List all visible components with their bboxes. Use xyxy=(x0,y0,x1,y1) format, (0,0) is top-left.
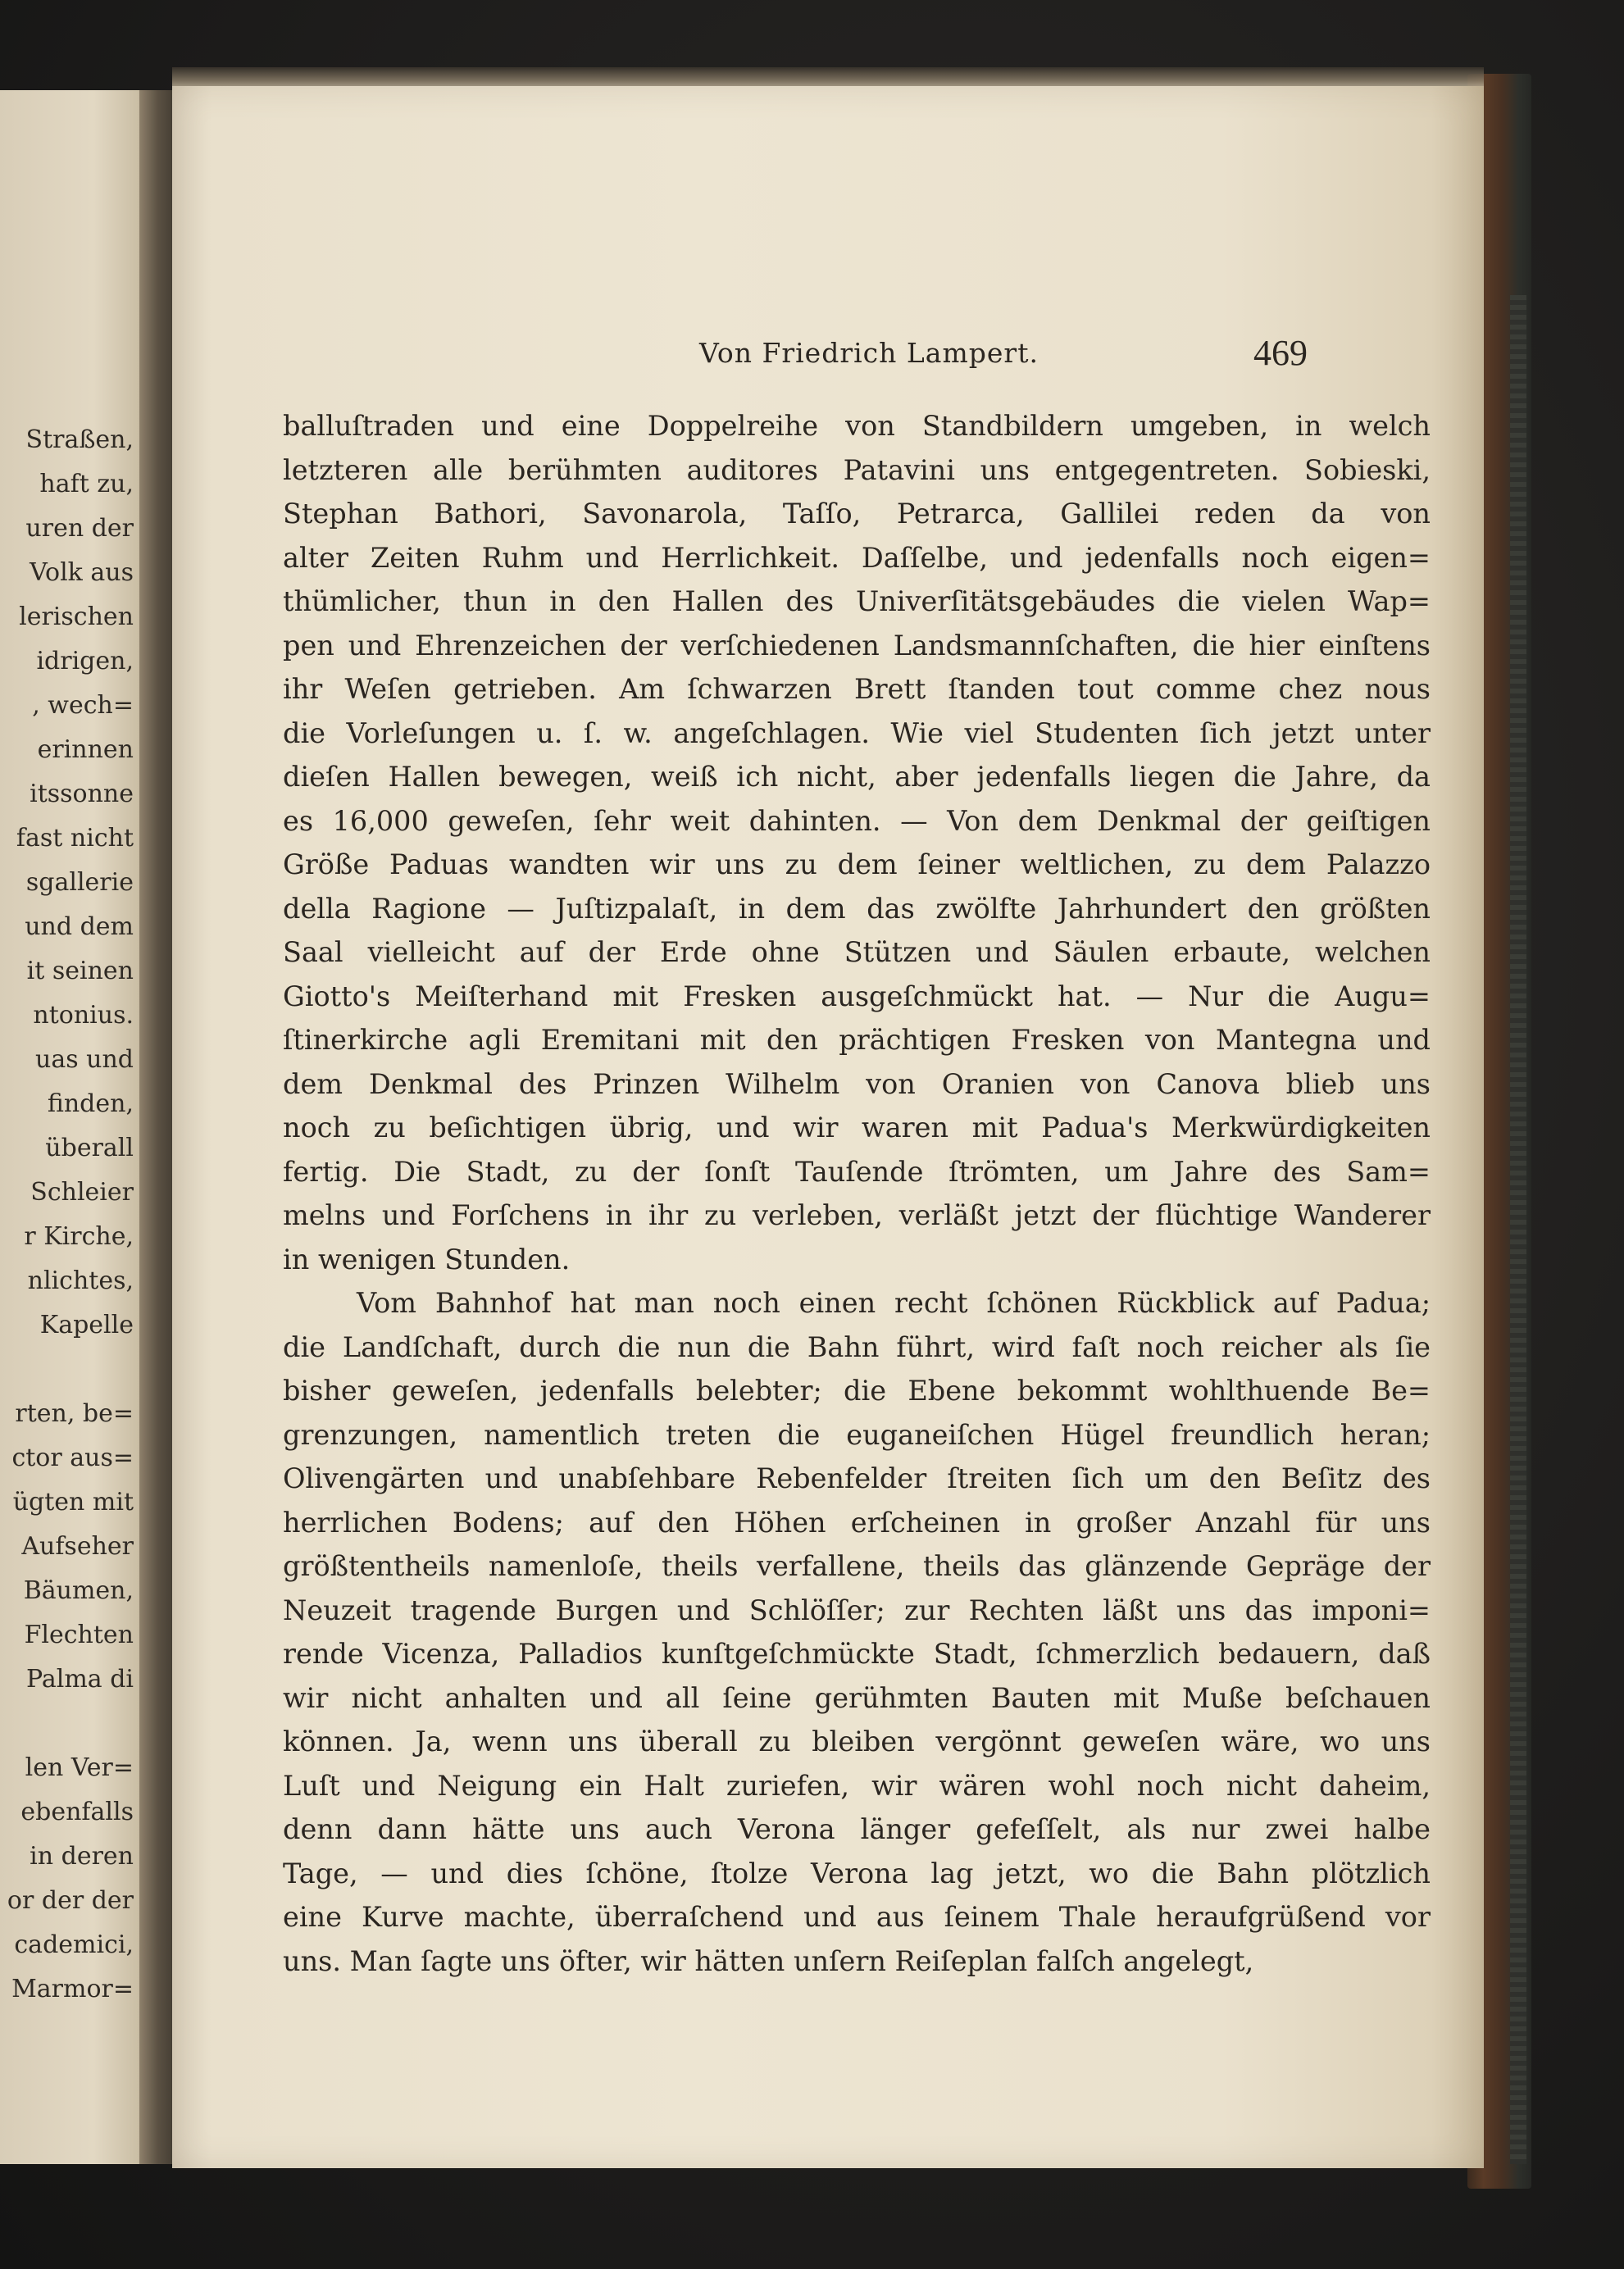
text-line: die Landſchaft, durch die nun die Bahn führt, wird faſt noch reicher als ſie xyxy=(283,1330,1431,1363)
text-line: rende Vicenza, Palladios kunſtgeſchmückte Stadt, ſchmerzlich bedauern, daß xyxy=(283,1638,1431,1670)
text-line: Neuzeit tragende Burgen und Schlöſſer; zur Rechten läßt uns das imponi= xyxy=(283,1594,1431,1626)
left-page-fragment: , wech= xyxy=(32,691,134,720)
left-page-fragment: it seinen xyxy=(26,957,134,985)
text-line: eine Kurve machte, überraſchend und aus ſeinem Thale heraufgrüßend vor xyxy=(283,1901,1431,1933)
left-page-fragment: sgallerie xyxy=(25,868,134,897)
text-line: Olivengärten und unabſehbare Rebenfelder ſtreiten ſich um den Beſitz des xyxy=(283,1462,1431,1494)
text-line: es 16,000 geweſen, ſehr weit dahinten. — Von dem Denkmal der geiſtigen xyxy=(283,804,1431,837)
text-line: Saal vielleicht auf der Erde ohne Stützen und Säulen erbaute, welchen xyxy=(283,936,1431,968)
left-page-fragment: uren der xyxy=(25,514,134,543)
left-page-fragment: Palma di xyxy=(26,1665,134,1694)
text-line: herrlichen Bodens; auf den Höhen erſcheinen in großer Anzahl für uns xyxy=(283,1506,1431,1539)
text-line: die Vorleſungen u. ſ. w. angeſchlagen. Wie viel Studenten ſich jetzt unter xyxy=(283,716,1431,749)
left-page-fragment: Flechten xyxy=(24,1621,134,1649)
left-page-fragment: or der der xyxy=(7,1886,134,1915)
left-page-fragment: Volk aus xyxy=(30,558,134,587)
left-page-fragment: cademici, xyxy=(14,1930,134,1959)
left-page-fragment: Kapelle xyxy=(39,1311,134,1339)
left-page-fragment: Straßen, xyxy=(25,425,134,454)
left-page-fragment: nlichtes, xyxy=(27,1266,134,1295)
left-page-fragment: ctor aus= xyxy=(11,1444,134,1472)
left-page-fragment: Aufseher xyxy=(21,1532,134,1561)
text-line: Giotto's Meiſterhand mit Fresken ausgeſchmückt hat. — Nur die Augu= xyxy=(283,980,1431,1012)
left-page-fragment: ügten mit xyxy=(12,1488,134,1516)
left-page-fragment: idrigen, xyxy=(36,647,134,675)
body-text xyxy=(283,404,1431,1983)
text-line: noch zu beſichtigen übrig, und wir waren mit Padua's Merkwürdigkeiten xyxy=(283,1112,1431,1144)
left-page-fragment: haft zu, xyxy=(39,470,134,498)
text-line: ihr Weſen getrieben. Am ſchwarzen Brett ſtanden tout comme chez nous xyxy=(283,673,1431,705)
text-line: balluſtraden und eine Doppelreihe von Standbildern umgeben, in welch xyxy=(283,410,1431,442)
left-page-fragment: erinnen xyxy=(37,735,134,764)
left-page-fragment: rten, be= xyxy=(15,1399,134,1428)
left-page xyxy=(0,90,156,2164)
right-page xyxy=(172,86,1484,2168)
left-page-fragment: überall xyxy=(45,1134,134,1162)
text-line: letzteren alle berühmten auditores Patavini uns entgegentreten. Sobieski, xyxy=(283,453,1431,486)
text-line: können. Ja, wenn uns überall zu bleiben vergönnt geweſen wäre, wo uns xyxy=(283,1726,1431,1757)
text-line: fertig. Die Stadt, zu der ſonſt Tauſende ſtrömten, um Jahre des Sam= xyxy=(283,1155,1431,1188)
left-page-fragment: fast nicht xyxy=(16,824,134,853)
left-page-fragment: ebenfalls xyxy=(20,1798,134,1826)
left-page-fragment: itssonne xyxy=(30,780,134,808)
text-line: ſtinerkirche agli Eremitani mit den prächtigen Fresken von Mantegna und xyxy=(283,1024,1431,1056)
text-line: pen und Ehrenzeichen der verſchiedenen Landsmannſchaften, die hier einſtens xyxy=(283,629,1431,662)
text-line: melns und Forſchens in ihr zu verleben, verläßt jetzt der flüchtige Wanderer xyxy=(283,1199,1431,1231)
text-line: dem Denkmal des Prinzen Wilhelm von Oranien von Canova blieb uns xyxy=(283,1067,1431,1100)
running-head xyxy=(172,332,1484,381)
text-line: grenzungen, namentlich treten die euganeiſchen Hügel freundlich heran; xyxy=(283,1418,1431,1451)
left-page-fragment: Marmor= xyxy=(11,1975,134,2003)
left-page-fragment: in deren xyxy=(30,1842,134,1871)
cover-texture xyxy=(1510,295,1526,2164)
text-line: Vom Bahnhof hat man noch einen recht ſchönen Rückblick auf Padua; xyxy=(357,1287,1431,1319)
text-line: in wenigen Stunden. xyxy=(283,1243,571,1275)
left-page-fragment: lerischen xyxy=(19,602,134,631)
text-line: della Ragione — Juſtizpalaſt, in dem das zwölfte Jahrhundert den größten xyxy=(283,892,1431,925)
text-line: thümlicher, thun in den Hallen des Univerſitätsgebäudes die vielen Wap= xyxy=(283,585,1431,617)
page-number: 469 xyxy=(1253,333,1308,373)
left-page-fragment: uas und xyxy=(35,1045,134,1074)
text-line: wir nicht anhalten und all ſeine gerühmten Bauten mit Muße beſchauen xyxy=(283,1681,1431,1714)
left-page-fragment: finden, xyxy=(47,1089,134,1118)
left-page-fragment: und dem xyxy=(25,912,134,941)
left-page-text xyxy=(0,418,143,2012)
left-page-fragment: len Ver= xyxy=(25,1753,134,1782)
left-page-gap xyxy=(0,1348,143,1392)
left-page-fragment: Bäumen, xyxy=(23,1576,134,1605)
text-line: Stephan Bathori, Savonarola, Taſſo, Petrarca, Gallilei reden da von xyxy=(283,498,1431,530)
text-line: alter Zeiten Ruhm und Herrlichkeit. Daſſelbe, und jedenfalls noch eigen= xyxy=(283,541,1431,574)
left-page-gap xyxy=(0,1702,143,1746)
text-line: größtentheils namenloſe, theils verfallene, theils das glänzende Gepräge der xyxy=(283,1550,1431,1582)
text-line: denn dann hätte uns auch Verona länger gefeſſelt, als nur zwei halbe xyxy=(283,1813,1431,1845)
text-line: Tage, — und dies ſchöne, ſtolze Verona lag jetzt, wo die Bahn plötzlich xyxy=(283,1857,1431,1889)
running-title: Von Friedrich Lampert. xyxy=(699,337,1039,369)
left-page-fragment: r Kirche, xyxy=(24,1222,134,1251)
text-line: Größe Paduas wandten wir uns zu dem ſeiner weltlichen, zu dem Palazzo xyxy=(283,848,1431,880)
left-page-fragment: Schleier xyxy=(30,1178,134,1207)
text-line: uns. Man ſagte uns öfter, wir hätten unſern Reiſeplan falſch angelegt, xyxy=(283,1944,1254,1977)
text-line: bisher geweſen, jedenfalls belebter; die Ebene bekommt wohlthuende Be= xyxy=(283,1375,1431,1407)
text-line: dieſen Hallen bewegen, weiß ich nicht, aber jedenfalls liegen die Jahre, da xyxy=(283,761,1431,793)
left-page-fragment: ntonius. xyxy=(33,1001,134,1030)
text-line: Luſt und Neigung ein Halt zuriefen, wir wären wohl noch nicht daheim, xyxy=(283,1769,1431,1802)
